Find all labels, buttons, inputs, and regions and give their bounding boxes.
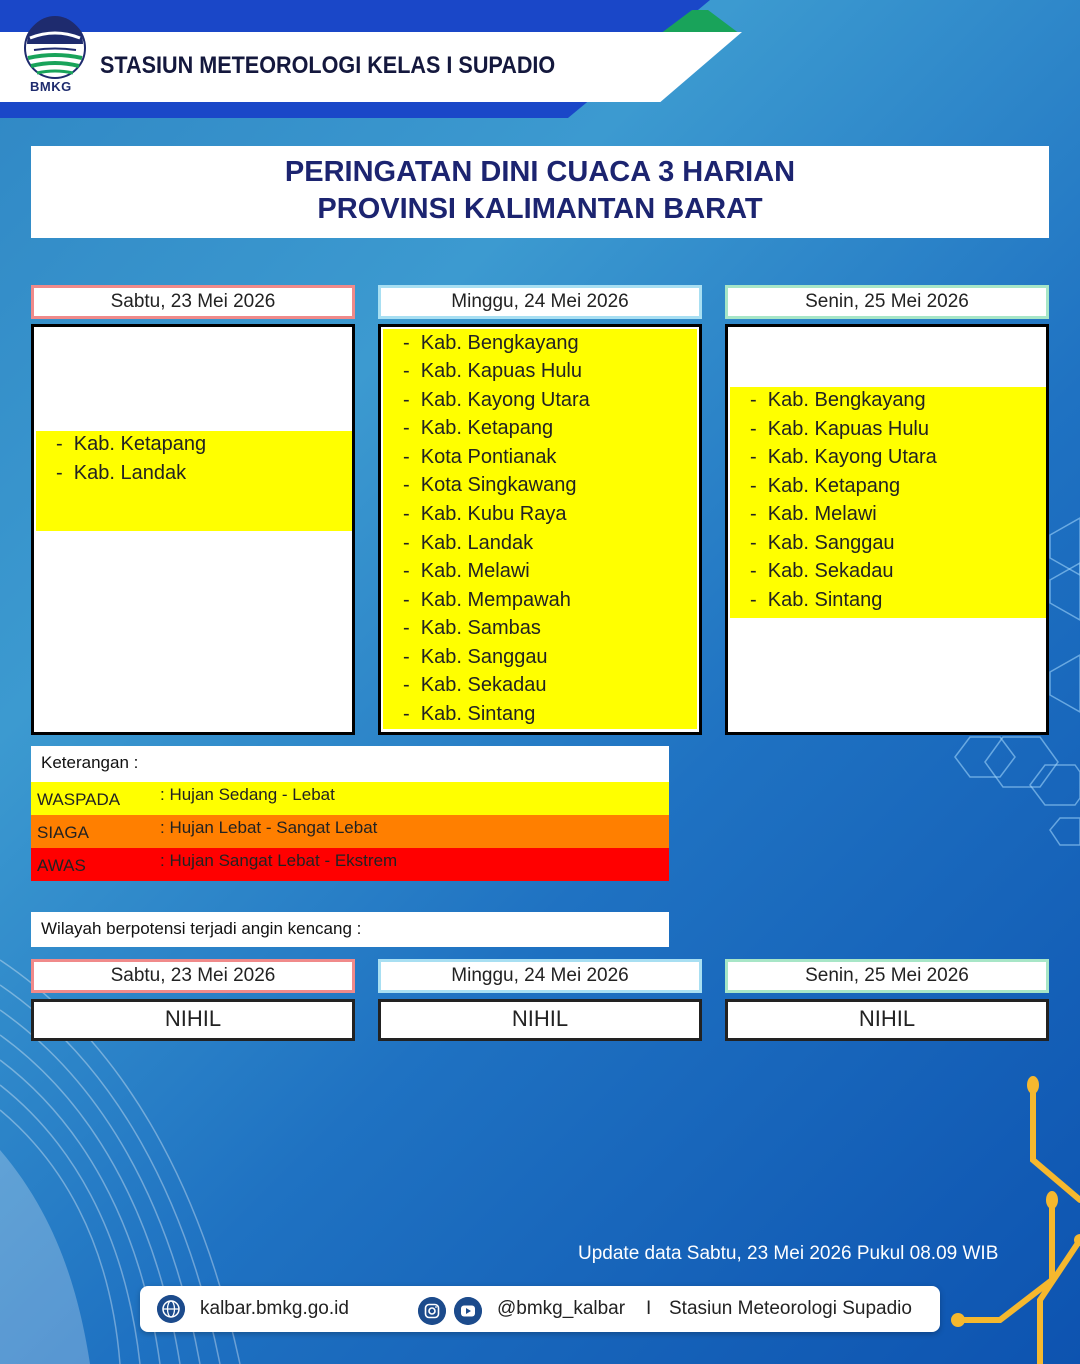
- wind-value-day-2: NIHIL: [378, 999, 702, 1041]
- wind-title: Wilayah berpotensi terjadi angin kencang :: [41, 919, 362, 938]
- page-title: PERINGATAN DINI CUACA 3 HARIAN: [284, 156, 796, 188]
- update-timestamp: Update data Sabtu, 23 Mei 2026 Pukul 08.09 WIB: [578, 1243, 999, 1264]
- legend-row-awas: [31, 848, 669, 881]
- wind-day-header-1: Sabtu, 23 Mei 2026: [31, 959, 355, 993]
- list-item: - Kab. Sekadau: [403, 674, 547, 696]
- list-item: - Kab. Landak: [56, 462, 187, 484]
- warning-panel-day-2: [378, 324, 702, 735]
- list-item: - Kab. Kapuas Hulu: [750, 418, 930, 440]
- wind-value-day-3: NIHIL: [725, 999, 1049, 1041]
- list-item: - Kab. Bengkayang: [403, 332, 579, 354]
- legend-row-siaga: [31, 815, 669, 848]
- station-title: STASIUN METEOROLOGI KELAS I SUPADIO: [100, 52, 556, 79]
- wind-day-header-3: Senin, 25 Mei 2026: [725, 959, 1049, 993]
- list-item: - Kab. Kapuas Hulu: [403, 360, 583, 382]
- wind-title-bar: [31, 912, 669, 947]
- waspada-highlight: [36, 431, 352, 531]
- list-item: - Kab. Ketapang: [403, 417, 554, 439]
- list-item: - Kab. Kayong Utara: [403, 389, 590, 411]
- list-item: - Kab. Ketapang: [56, 433, 207, 455]
- list-item: - Kab. Ketapang: [750, 475, 901, 497]
- legend: [31, 746, 669, 880]
- day-header-2: Minggu, 24 Mei 2026: [378, 285, 702, 319]
- website-link[interactable]: kalbar.bmkg.go.id: [200, 1298, 349, 1319]
- list-item: - Kab. Mempawah: [403, 589, 571, 611]
- legend-desc: : Hujan Lebat - Sangat Lebat: [160, 818, 378, 837]
- list-item: - Kab. Kubu Raya: [403, 503, 567, 525]
- legend-desc: : Hujan Sedang - Lebat: [160, 785, 335, 804]
- legend-level: SIAGA: [37, 823, 89, 842]
- waspada-highlight: [730, 387, 1046, 618]
- list-item: - Kab. Sanggau: [403, 646, 548, 668]
- legend-level: AWAS: [37, 856, 86, 875]
- social-handle[interactable]: @bmkg_kalbar: [497, 1298, 626, 1319]
- waspada-highlight: [383, 329, 697, 729]
- list-item: - Kab. Sintang: [403, 703, 536, 725]
- title-box: [31, 146, 1049, 238]
- legend-title: Keterangan :: [41, 753, 139, 772]
- legend-desc: : Hujan Sangat Lebat - Ekstrem: [160, 851, 398, 870]
- footer-bar: [140, 1286, 940, 1332]
- logo-text: BMKG: [30, 79, 72, 94]
- wind-value-day-1: NIHIL: [31, 999, 355, 1041]
- list-item: - Kab. Bengkayang: [750, 389, 926, 411]
- list-item: - Kab. Sintang: [750, 589, 883, 611]
- list-item: - Kota Pontianak: [403, 446, 557, 468]
- list-item: - Kab. Landak: [403, 532, 534, 554]
- page-subtitle: PROVINSI KALIMANTAN BARAT: [317, 193, 763, 225]
- legend-level: WASPADA: [37, 790, 121, 809]
- list-item: - Kab. Sambas: [403, 617, 541, 639]
- list-item: - Kab. Melawi: [403, 560, 530, 582]
- warning-panel-day-1: [31, 324, 355, 735]
- list-item: - Kab. Sekadau: [750, 560, 894, 582]
- list-item: - Kota Singkawang: [403, 474, 577, 496]
- legend-row-waspada: [31, 782, 669, 815]
- wind-day-header-2: Minggu, 24 Mei 2026: [378, 959, 702, 993]
- footer-separator: I: [646, 1298, 652, 1319]
- instagram-icon[interactable]: [418, 1297, 446, 1325]
- youtube-icon[interactable]: [454, 1297, 482, 1325]
- legend-title-bar: [31, 746, 669, 782]
- day-header-3: Senin, 25 Mei 2026: [725, 285, 1049, 319]
- list-item: - Kab. Sanggau: [750, 532, 895, 554]
- warning-panel-day-3: [725, 324, 1049, 735]
- footer-org-name: Stasiun Meteorologi Supadio: [669, 1298, 912, 1319]
- list-item: - Kab. Kayong Utara: [750, 446, 937, 468]
- globe-icon[interactable]: [157, 1295, 185, 1323]
- list-item: - Kab. Melawi: [750, 503, 877, 525]
- day-header-1: Sabtu, 23 Mei 2026: [31, 285, 355, 319]
